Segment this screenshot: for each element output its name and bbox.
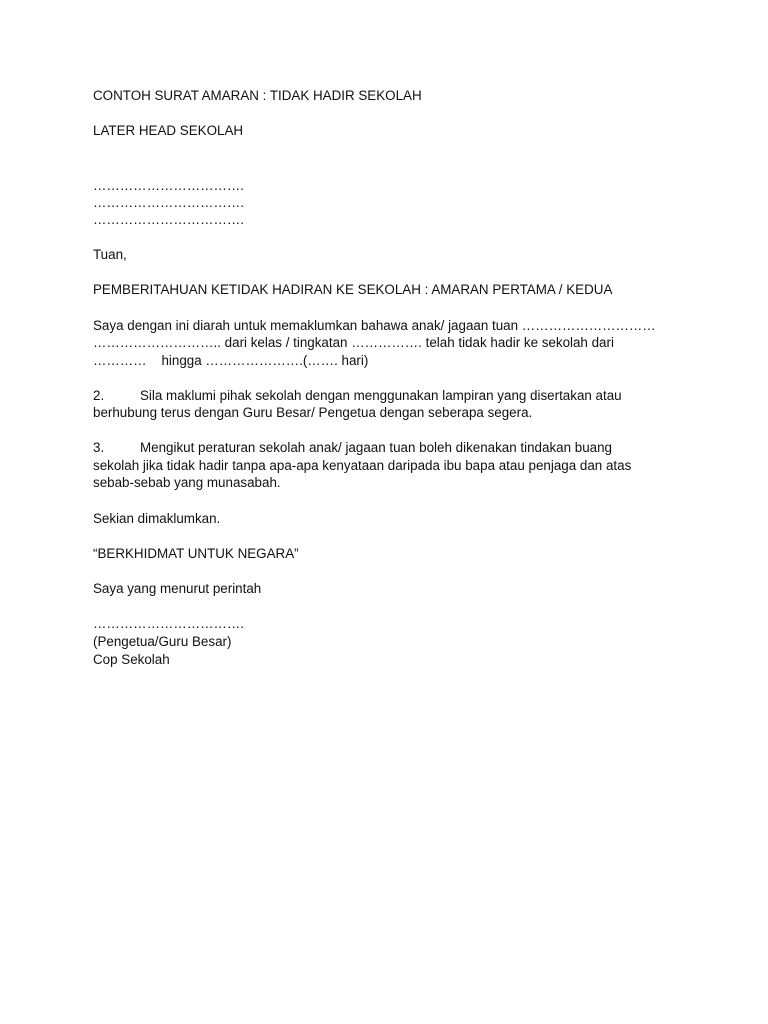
motto: “BERKHIDMAT UNTUK NEGARA” — [93, 546, 299, 561]
subject-line: PEMBERITAHUAN KETIDAK HADIRAN KE SEKOLAH : AMARAN PERTAMA / KEDUA — [93, 282, 613, 297]
paragraph-3-line-3: sebab-sebab yang munasabah. — [93, 475, 281, 490]
paragraph-1-line-2: ……………………….. dari kelas / tingkatan ……………. telah tidak hadir ke sekolah dari — [93, 335, 614, 350]
signature-line: ……………………………. — [93, 616, 245, 631]
sign-off: Saya yang menurut perintah — [93, 581, 262, 596]
paragraph-2-line-1 — [93, 387, 622, 405]
paragraph-2-number: 2. — [93, 388, 105, 403]
paragraph-1-line-1: Saya dengan ini diarah untuk memaklumkan bahawa anak/ jagaan tuan ………………………… — [93, 318, 656, 333]
letterhead: LATER HEAD SEKOLAH — [93, 123, 244, 138]
paragraph-2-text-1: Sila maklumi pihak sekolah dengan menggunakan lampiran yang disertakan atau — [140, 388, 622, 403]
paragraph-3-line-2: sekolah jika tidak hadir tanpa apa-apa kenyataan daripada ibu bapa atau penjaga dan atas — [93, 458, 632, 473]
address-line-3: ……………………………. — [93, 212, 245, 227]
address-line-1: ……………………………. — [93, 178, 245, 193]
paragraph-3-line-1 — [93, 439, 612, 457]
paragraph-3-number: 3. — [93, 440, 105, 455]
address-line-2: ……………………………. — [93, 195, 245, 210]
school-stamp: Cop Sekolah — [93, 652, 170, 667]
paragraph-2-line-2: berhubung terus dengan Guru Besar/ Pengetua dengan seberapa segera. — [93, 405, 533, 420]
signatory: (Pengetua/Guru Besar) — [93, 634, 232, 649]
paragraph-3-text-1: Mengikut peraturan sekolah anak/ jagaan tuan boleh dikenakan tindakan buang — [140, 440, 613, 455]
closing-line: Sekian dimaklumkan. — [93, 511, 221, 526]
paragraph-1-line-3: ………… hingga ………………….(……. hari) — [93, 353, 369, 368]
letter-title: CONTOH SURAT AMARAN : TIDAK HADIR SEKOLAH — [93, 88, 422, 103]
salutation: Tuan, — [93, 247, 127, 262]
